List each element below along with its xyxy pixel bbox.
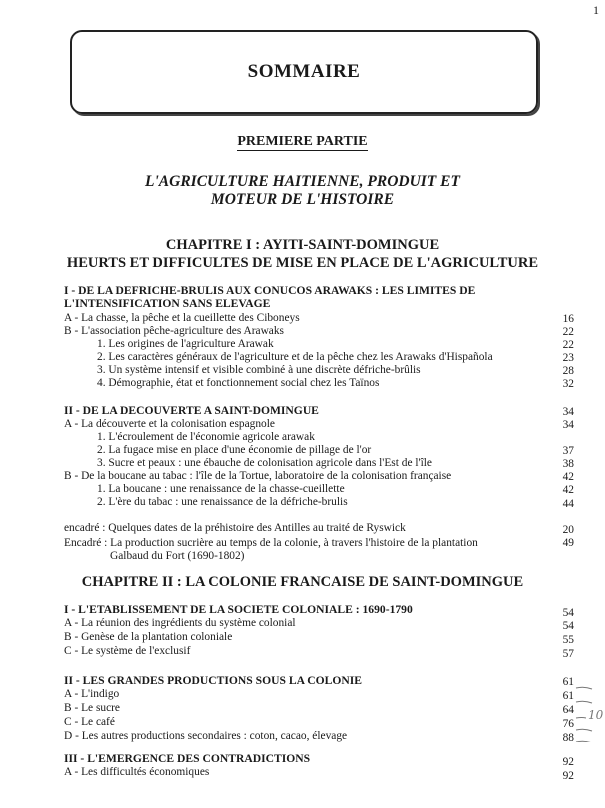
toc-page: 22 bbox=[562, 326, 574, 338]
section4-heading: II - LES GRANDES PRODUCTIONS SOUS LA COLONIE bbox=[64, 674, 362, 687]
toc-entry: 2. L'ère du tabac : une renaissance de la défriche-brulis bbox=[97, 496, 348, 508]
toc-page: 44 bbox=[562, 498, 574, 510]
toc-entry: A - Les difficultés économiques bbox=[64, 766, 210, 778]
toc-page: 34 bbox=[562, 419, 574, 431]
toc-page: 22 bbox=[562, 339, 574, 351]
toc-page: 23 bbox=[562, 352, 574, 364]
toc-page: 16 bbox=[562, 313, 574, 325]
page-title: SOMMAIRE bbox=[247, 61, 361, 82]
toc-entry: B - Le sucre bbox=[64, 702, 120, 714]
toc-page: 37 bbox=[562, 445, 574, 457]
toc-entry: B - L'association pêche-agriculture des Arawaks bbox=[64, 325, 284, 337]
toc-entry: 4. Démographie, état et fonctionnement social chez les Taïnos bbox=[97, 377, 380, 389]
toc-entry: A - La réunion des ingrédients du système colonial bbox=[64, 617, 296, 629]
toc-entry: 3. Sucre et peaux : une ébauche de colonisation agricole dans l'Est de l'île bbox=[97, 457, 432, 469]
toc-page: 88 bbox=[562, 732, 574, 744]
toc-page: 49 bbox=[562, 537, 574, 549]
encadre-entry: Encadré : La production sucrière au temps de la colonie, à travers l'histoire de la plantation bbox=[64, 537, 478, 549]
section5-heading: III - L'EMERGENCE DES CONTRADICTIONS bbox=[64, 752, 311, 765]
toc-entry: 2. Les caractères généraux de l'agriculture et de la pêche chez les Arawaks d'Hispañola bbox=[97, 351, 493, 363]
toc-page: 76 bbox=[562, 718, 574, 730]
page-number: 1 bbox=[593, 3, 599, 17]
toc-entry: A - La chasse, la pêche et la cueillette des Ciboneys bbox=[64, 312, 300, 324]
toc-entry: A - La découverte et la colonisation espagnole bbox=[64, 418, 275, 430]
toc-page: 20 bbox=[562, 524, 574, 536]
toc-page: 92 bbox=[562, 770, 574, 782]
toc-page: 54 bbox=[562, 620, 574, 632]
toc-entry: B - De la boucane au tabac : l'île de la Tortue, laboratoire de la colonisation française bbox=[64, 470, 452, 482]
toc-entry: B - Genèse de la plantation coloniale bbox=[64, 631, 233, 643]
toc-page: 28 bbox=[562, 365, 574, 377]
part-label bbox=[0, 134, 605, 150]
chapter1-title-line1: CHAPITRE I : AYITI-SAINT-DOMINGUE bbox=[165, 237, 440, 253]
section2-heading: II - DE LA DECOUVERTE A SAINT-DOMINGUE bbox=[64, 404, 319, 417]
toc-entry: C - Le système de l'exclusif bbox=[64, 645, 191, 657]
toc-page: 61 bbox=[562, 676, 574, 688]
toc-entry: C - Le café bbox=[64, 716, 115, 728]
chapter1-title-line2: HEURTS ET DIFFICULTES DE MISE EN PLACE DE L'AGRICULTURE bbox=[66, 255, 539, 271]
toc-entry: 2. La fugace mise en place d'une économie de pillage de l'or bbox=[97, 444, 372, 456]
toc-entry: D - Les autres productions secondaires : coton, cacao, élevage bbox=[64, 730, 348, 742]
pencil-annotation: 10 bbox=[588, 708, 604, 722]
toc-page: 64 bbox=[562, 704, 574, 716]
toc-page: 42 bbox=[562, 484, 574, 496]
toc-page: 55 bbox=[562, 634, 574, 646]
toc-page: 38 bbox=[562, 458, 574, 470]
toc-entry: 1. Les origines de l'agriculture Arawak bbox=[97, 338, 274, 350]
toc-entry: 1. L'écroulement de l'économie agricole arawak bbox=[97, 431, 315, 443]
toc-page: 32 bbox=[562, 378, 574, 390]
title-box bbox=[70, 30, 538, 114]
section1-heading-line1: I - DE LA DEFRICHE-BRULIS AUX CONUCOS ARAWAKS : LES LIMITES DE bbox=[64, 284, 476, 297]
toc-page: 57 bbox=[562, 648, 574, 660]
chapter2-title: CHAPITRE II : LA COLONIE FRANCAISE DE SAINT-DOMINGUE bbox=[81, 574, 524, 590]
section3-heading: I - L'ETABLISSEMENT DE LA SOCIETE COLONIALE : 1690-1790 bbox=[64, 603, 413, 616]
toc-entry: 3. Un système intensif et visible combiné à une discrète défriche-brûlis bbox=[97, 364, 421, 376]
pencil-annotation-marks bbox=[574, 672, 604, 742]
part-label-text: PREMIERE PARTIE bbox=[237, 134, 368, 149]
toc-entry: 1. La boucane : une renaissance de la chasse-cueillette bbox=[97, 483, 345, 495]
toc-page: 34 bbox=[562, 406, 574, 418]
toc-entry: A - L'indigo bbox=[64, 688, 120, 700]
encadre-entry: encadré : Quelques dates de la préhistoire des Antilles au traité de Ryswick bbox=[64, 522, 406, 534]
section1-heading-line2: L'INTENSIFICATION SANS ELEVAGE bbox=[64, 297, 271, 310]
toc-page: 42 bbox=[562, 471, 574, 483]
part-title-line2: MOTEUR DE L'HISTOIRE bbox=[210, 191, 395, 208]
toc-page: 92 bbox=[562, 756, 574, 768]
encadre-entry: Galbaud du Fort (1690-1802) bbox=[110, 550, 245, 562]
part-title-line1: L'AGRICULTURE HAITIENNE, PRODUIT ET bbox=[145, 173, 460, 190]
toc-page: 54 bbox=[562, 607, 574, 619]
toc-page: 61 bbox=[562, 690, 574, 702]
